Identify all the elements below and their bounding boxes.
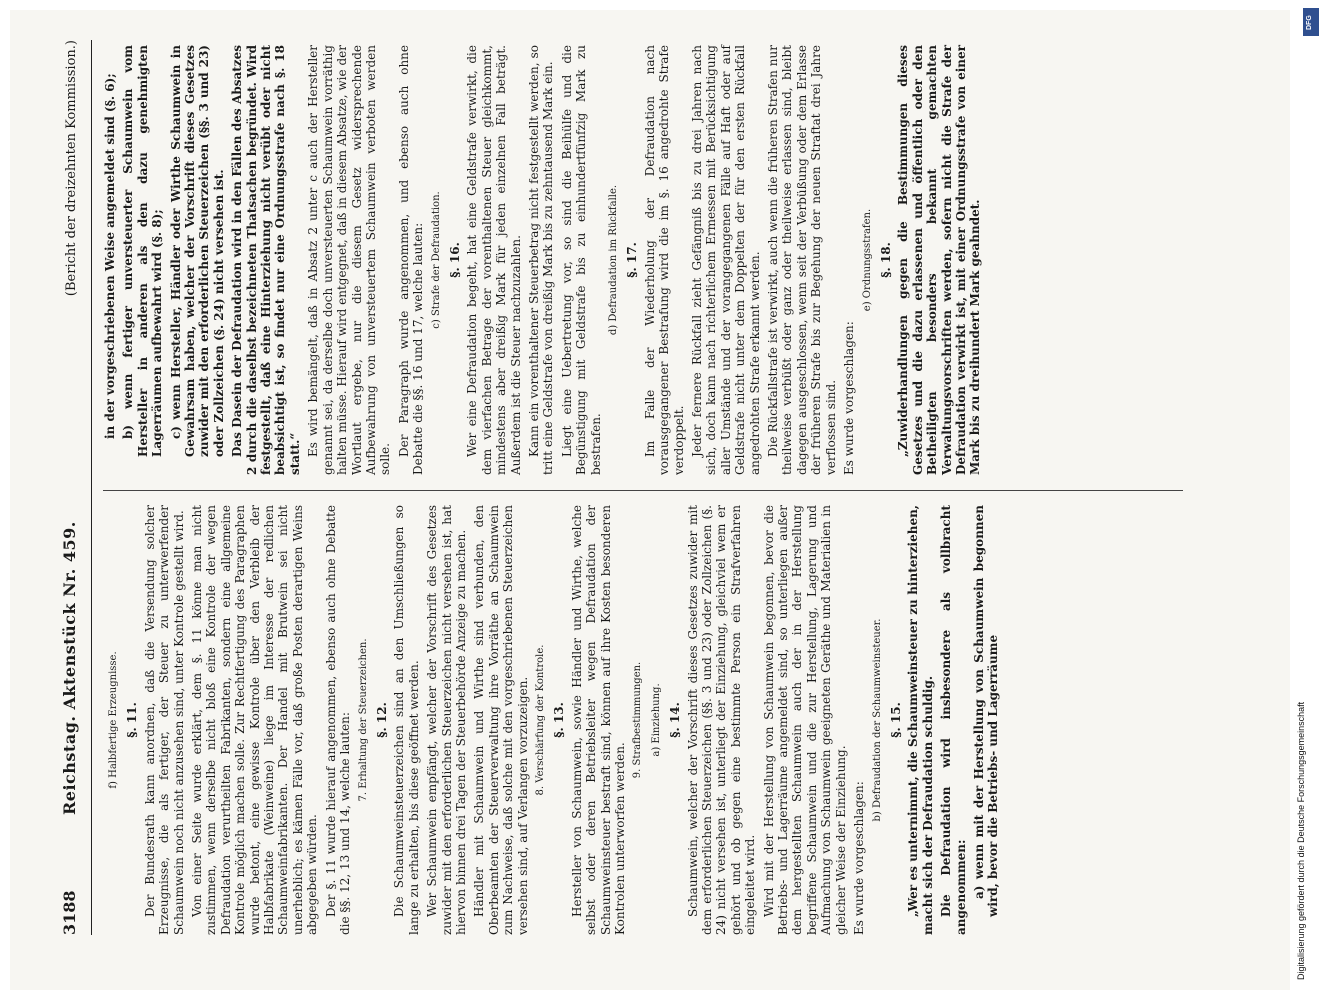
paragraph: Der Bundesrath kann anordnen, daß die Versendung solcher Erzeugnisse, die als fertiger, der Steuer zu unterwerfender Schaumwein noch nicht anzusehen sind, unter Kontrole gestellt wird. xyxy=(142,505,186,935)
credit-text: Digitalisierung gefördert durch die Deutsche Forschungsgemeinschaft xyxy=(1296,701,1306,980)
paragraph: Die Rückfallstrafe ist verwirkt, auch wenn die früheren Strafen nur theilweise verbüßt oder ganz oder theilweise erlassen sind, bleibt dagegen ausgeschlossen, wenn seit der Verbüßung oder dem Erlasse der früheren Strafe bis zur Begehung der neuen Straftat drei Jahre verflossen sind. xyxy=(766,45,838,475)
section-12: §. 12. xyxy=(374,702,389,738)
paragraph: Der Paragraph wurde angenommen, und ebenso auch ohne Debatte die §§. 16 und 17, welche lauten: xyxy=(396,45,426,475)
heading-9a: a) Einziehung. xyxy=(650,683,662,757)
heading-c: c) Strafe der Defraudation. xyxy=(430,191,442,329)
proposal-note: Es wurde vorgeschlagen: xyxy=(852,781,867,935)
page-header xyxy=(60,40,87,935)
heading-e: e) Ordnungsstrafen. xyxy=(861,208,873,312)
paragraph: Hersteller von Schaumwein, sowie Händler und Wirthe, welche selbst oder deren Betriebsleiter wegen Defraudation der Schaumweinsteuer bestraft sind, können auf ihre Kosten besonderen Kontrolen unterworfen werden. xyxy=(569,505,627,935)
paragraph: Kann ein vorenthaltener Steuerbetrag nicht festgestellt werden, so tritt eine Geldstrafe von dreißig Mark bis zu zehntausend Mark ein. xyxy=(526,45,556,475)
paragraph: „Zuwiderhandlungen gegen die Bestimmungen dieses Gesetzes und die dazu erlassenen und öffentlich oder den Betheiligten besonders bekannt gemachten Verwaltungsvorschriften werden, sofern nicht die Strafe der Defraudation verwirkt ist, mit einer Ordnungsstrafe von einer Mark bis zu dreihundert Mark geahndet. xyxy=(896,45,983,475)
paragraph: „Wer es unternimmt, die Schaumweinsteuer zu hinterziehen, macht sich der Defraudation schuldig. xyxy=(906,505,935,935)
paragraph: Im Falle der Wiederholung der Defraudation nach vorausgegangener Bestrafung wird die im §. 16 angedrohte Strafe verdoppelt. xyxy=(642,45,686,475)
paragraph: Es wird bemängelt, daß in Absatz 2 unter c auch der Hersteller genannt sei, da derselbe doch unversteuerten Schaumwein vorräthig halten müsse. Hierauf wird entgegnet, daß in diesem Absatze, wie der Wortlaut ergebe, nur die diesem Gesetz widersprechende Aufbewahrung von unversteuertem Schaumwein verboten werden solle. xyxy=(306,45,393,475)
document-page xyxy=(25,0,1255,975)
list-item: c) wenn Hersteller, Händler oder Wirthe Schaumwein in Gewahrsam haben, welcher der Vorschrift dieses Gesetzes zuwider mit den erforderlichen Steuerzeichen (§§. 3 und 23) oder Zollzeichen (§. 24) nicht versehen ist. xyxy=(168,45,226,457)
paragraph: Wird mit der Herstellung von Schaumwein begonnen, bevor die Betriebs- und Lagerräume angemeldet sind, so unterliegen außer dem hergestellten Schaumwein auch der in der Herstellung begriffene Schaumwein und die zur Herstellung, Lagerung und Aufmachung von Schaumwein geeigneten Geräthe und Materialien in gleicher Weise der Einziehung. xyxy=(761,505,848,935)
section-15: §. 15. xyxy=(888,702,903,738)
paragraph: Wer eine Defraudation begeht, hat eine Geldstrafe verwirkt, die dem vierfachen Betrage der vorenthaltenen Steuer gleichkommt, mindestens aber dreißig Mark für jeden einzelnen Fall beträgt. Außerdem ist die Steuer nachzuzahlen. xyxy=(465,45,523,475)
heading-b: b) Defraudation der Schaumweinsteuer. xyxy=(871,618,883,822)
paragraph: Von einer Seite wurde erklärt, dem §. 11 könne man nicht zustimmen, wenn derselbe nicht bloß eine Kontrole der wegen Defraudation verurtheilten Fabrikanten, sondern eine allgemeine Kontrole möglich machen solle. Zur Rechtfertigung des Paragraphen wurde betont, eine gewisse Kontrole über den Verbleib der Halbfabrikate (Weinweine) liege im Interesse der redlichen Schaumweinfabrikanten. Der Handel mit Brutwein sei nicht unerheblich; es kämen Fälle vor, daß große Posten derartigen Weins abgegeben würden. xyxy=(190,505,320,935)
section-11: §. 11. xyxy=(125,702,140,738)
column-divider xyxy=(103,490,1183,491)
heading-9: 9. Strafbestimmungen. xyxy=(632,661,644,779)
paragraph: Händler mit Schaumwein und Wirthe sind verbunden, den Oberbeamten der Steuerverwaltung ihre Vorräthe an Schaumwein zum Nachweise, daß solche mit den vorgeschriebenen Steuerzeichen versehen sind, auf Verlangen vorzuzeigen. xyxy=(472,505,530,935)
list-item: b) wenn fertiger unversteuerter Schaumwein vom Hersteller in anderen als den dazu genehmigten Lagerräumen aufbewahrt wird (§. 8); xyxy=(121,45,165,457)
running-title: Reichstag. Aktenstück Nr. 459. xyxy=(60,521,79,815)
dfg-logo-text: DFG xyxy=(1306,15,1313,30)
section-18: §. 18. xyxy=(878,242,893,278)
section-16: §. 16. xyxy=(447,242,462,278)
list-item: a) wenn mit der Herstellung von Schaumwein begonnen wird, bevor die Betriebs- und Lagerräume xyxy=(971,505,1001,917)
dfg-logo xyxy=(1303,8,1319,36)
heading-d: d) Defraudation im Rückfalle. xyxy=(608,184,619,336)
list-item: in der vorgeschriebenen Weise angemeldet sind (§. 6); xyxy=(103,73,117,439)
paragraph: Der §. 11 wurde hierauf angenommen, ebenso auch ohne Debatte die §§. 12, 13 und 14, welche lauten: xyxy=(323,505,353,935)
left-column xyxy=(103,505,1005,935)
heading-7: 7. Erhaltung der Steuerzeichen. xyxy=(357,638,369,802)
paragraph: Die Defraudation wird insbesondere als vollbracht angenommen: xyxy=(939,505,968,935)
paragraph: Wer Schaumwein empfängt, welcher der Vorschrift des Gesetzes zuwider mit den erforderlichen Steuerzeichen nicht versehen ist, hat hiervon binnen drei Tagen der Steuerbehörde Anzeige zu machen. xyxy=(425,505,468,935)
header-rule xyxy=(91,40,92,935)
paragraph: Die Schaumweinsteuerzeichen sind an den Umschließungen so lange zu erhalten, bis diese geöffnet werden. xyxy=(392,505,421,935)
heading-f: f) Halbfertige Erzeugnisse. xyxy=(108,651,119,789)
section-13: §. 13. xyxy=(552,702,567,738)
header-subtitle: (Bericht der dreizehnten Kommission.) xyxy=(64,40,79,297)
page-number: 3188 xyxy=(60,890,79,935)
proposal-note: Es wurde vorgeschlagen: xyxy=(842,321,857,475)
section-17: §. 17. xyxy=(625,242,640,278)
paragraph: Das Dasein der Defraudation wird in den Fällen des Absatzes 2 durch die daselbst bezeichneten Thatsachen begründet. Wird festgestellt, daß eine Hinterziehung nicht verübt oder nicht beabsichtigt ist, so findet nur eine Ordnungsstrafe nach §. 18 statt.“ xyxy=(230,45,302,475)
right-column xyxy=(103,45,987,475)
heading-8: 8. Verschärfung der Kontrole. xyxy=(534,644,546,796)
paragraph: Schaumwein, welcher der Vorschrift dieses Gesetzes zuwider mit dem erforderlichen Steuerzeichen (§§. 3 und 23) oder Zollzeichen (§. 24) nicht versehen ist, unterliegt der Einziehung, gleichviel wem er gehört und ob gegen eine bestimmte Person ein Strafverfahren eingeleitet wird. xyxy=(685,505,758,935)
paragraph: Liegt eine Uebertretung vor, so sind die Beihülfe und die Begünstigung mit Geldstrafe bis zu einhundertfünfzig Mark zu bestrafen. xyxy=(559,45,603,475)
paragraph: Jeder fernere Rückfall zieht Gefängniß bis zu drei Jahren nach sich, doch kann nach richterlichem Ermessen mit Berücksichtigung aller Umstände und der vorangegangenen Fälle auf Haft oder auf Geldstrafe nicht unter dem Doppelten der für den ersten Rückfall angedrohten Strafe erkannt werden. xyxy=(690,45,762,475)
section-14: §. 14. xyxy=(668,702,683,738)
